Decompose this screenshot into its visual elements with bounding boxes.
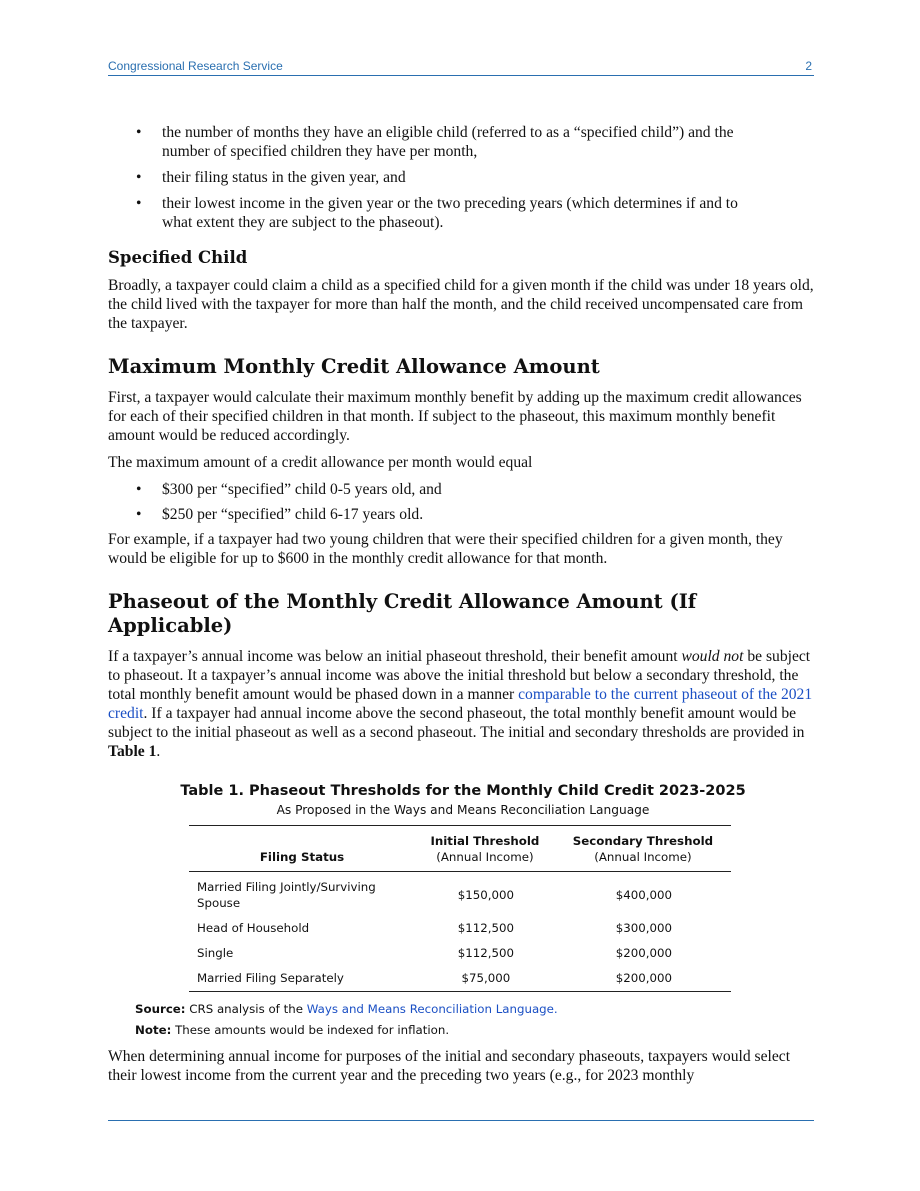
note-text: These amounts would be indexed for inflation. [171,1023,450,1037]
table-source [135,1001,818,1017]
cell-initial-threshold: $75,000 [461,971,511,985]
bullet-marker: • [136,169,142,186]
bullet-marker: • [136,506,142,523]
source-text: CRS analysis of the [185,1002,307,1016]
list-item [108,168,762,187]
page-number: 2 [805,59,812,73]
table-notes [135,1001,818,1038]
source-link[interactable]: Ways and Means Reconciliation Language. [306,1002,558,1016]
col-header-initial-sub: (Annual Income) [436,850,534,864]
cell-filing-status: Married Filing Separately [197,971,344,985]
bullet-marker: • [136,481,142,498]
col-header-secondary-label: Secondary Threshold [572,834,714,848]
list-item [108,194,762,232]
max-monthly-paragraph-1: First, a taxpayer would calculate their maximum monthly benefit by adding up the maximum credit allowances for each of their specified children in that month. If subject to the phaseout, this maximum monthly benefit amount would be reduced accordingly. [108,389,802,444]
specified-child-heading: Specified Child [108,248,248,267]
table-note [135,1022,818,1038]
list-item [108,123,762,161]
table-row [189,916,731,941]
phaseout-text-4: . [156,743,161,760]
footer-rule [108,1120,814,1121]
specified-child-paragraph: Broadly, a taxpayer could claim a child as a specified child for a given month if the child was under 18 years old, the child lived with the taxpayer for more than half the month, and the child received uncompensated care from the taxpayer. [108,277,814,332]
col-header-secondary [555,826,731,872]
header-organization: Congressional Research Service [108,59,283,73]
bullet-text: their lowest income in the given year or the two preceding years (which determines if and to what extent they are subject to the phaseout). [162,195,738,231]
col-header-initial [415,826,555,872]
phaseout-text-1: If a taxpayer’s annual income was below an initial phaseout threshold, their benefit amount [108,648,682,665]
table-title: Table 1. Phaseout Thresholds for the Monthly Child Credit 2023-2025 [180,783,746,799]
bullet-text: $250 per “specified” child 6-17 years old. [162,506,424,523]
intro-bullet-list [108,123,818,232]
table-subtitle: As Proposed in the Ways and Means Reconciliation Language [276,803,650,817]
list-item [108,480,782,499]
max-monthly-paragraph-2: The maximum amount of a credit allowance per month would equal [108,454,533,471]
cell-secondary-threshold: $200,000 [615,971,673,985]
threshold-table-block [108,781,818,1038]
bullet-marker: • [136,195,142,212]
bullet-marker: • [136,124,142,141]
table-row [189,872,731,917]
document-body [108,123,818,1093]
cell-filing-status: Married Filing Jointly/Surviving Spouse [197,880,376,910]
bullet-text: their filing status in the given year, and [162,169,406,186]
phaseout-text-2: be subject to phaseout. It a taxpayer’s annual income was above the initial threshold but below a secondary threshold, the total monthly benefit amount would be phased down in a manner [108,648,811,703]
col-header-initial-label: Initial Threshold [430,834,540,848]
cell-initial-threshold: $112,500 [457,946,515,960]
col-header-filing-status: Filing Status [259,850,345,864]
max-monthly-heading: Maximum Monthly Credit Allowance Amount [108,355,600,378]
phaseout-italic-text: would not [681,648,744,665]
allowance-bullet-list [108,480,818,524]
bullet-text: $300 per “specified” child 0-5 years old, and [162,481,442,498]
table-row [189,941,731,966]
list-item [108,505,782,524]
running-header [108,58,814,76]
source-label: Source: [135,1002,186,1016]
cell-filing-status: Head of Household [197,921,310,935]
max-monthly-paragraph-3: For example, if a taxpayer had two young children that were their specified children for a given month, they would be eligible for up to $600 in the monthly credit allowance for that month. [108,531,783,567]
phaseout-heading: Phaseout of the Monthly Credit Allowance Amount (If Applicable) [108,590,697,637]
closing-paragraph: When determining annual income for purposes of the initial and secondary phaseouts, taxpayers would select their lowest income from the current year and the preceding two years (e.g., for 2023 monthly [108,1048,791,1084]
col-header-secondary-sub: (Annual Income) [594,850,692,864]
cell-filing-status: Single [197,946,234,960]
table-reference: Table 1 [108,743,157,760]
note-label: Note: [135,1023,172,1037]
cell-secondary-threshold: $300,000 [615,921,673,935]
table-header-row [189,826,731,872]
bullet-text: the number of months they have an eligible child (referred to as a “specified child”) and the number of specified children they have per month, [162,124,734,160]
cell-secondary-threshold: $200,000 [615,946,673,960]
phaseout-text-3: . If a taxpayer had annual income above the second phaseout, the total monthly benefit amount would be subject to the initial phaseout as well as a second phaseout. The initial and secondary thresholds are provided in [108,705,805,741]
cell-initial-threshold: $150,000 [457,888,515,902]
table-row [189,966,731,992]
phaseout-paragraph [108,647,818,761]
threshold-table [189,825,731,992]
phaseout-2021-credit-link[interactable]: comparable to the current phaseout of the 2021 credit [108,686,813,722]
cell-initial-threshold: $112,500 [457,921,515,935]
cell-secondary-threshold: $400,000 [615,888,673,902]
